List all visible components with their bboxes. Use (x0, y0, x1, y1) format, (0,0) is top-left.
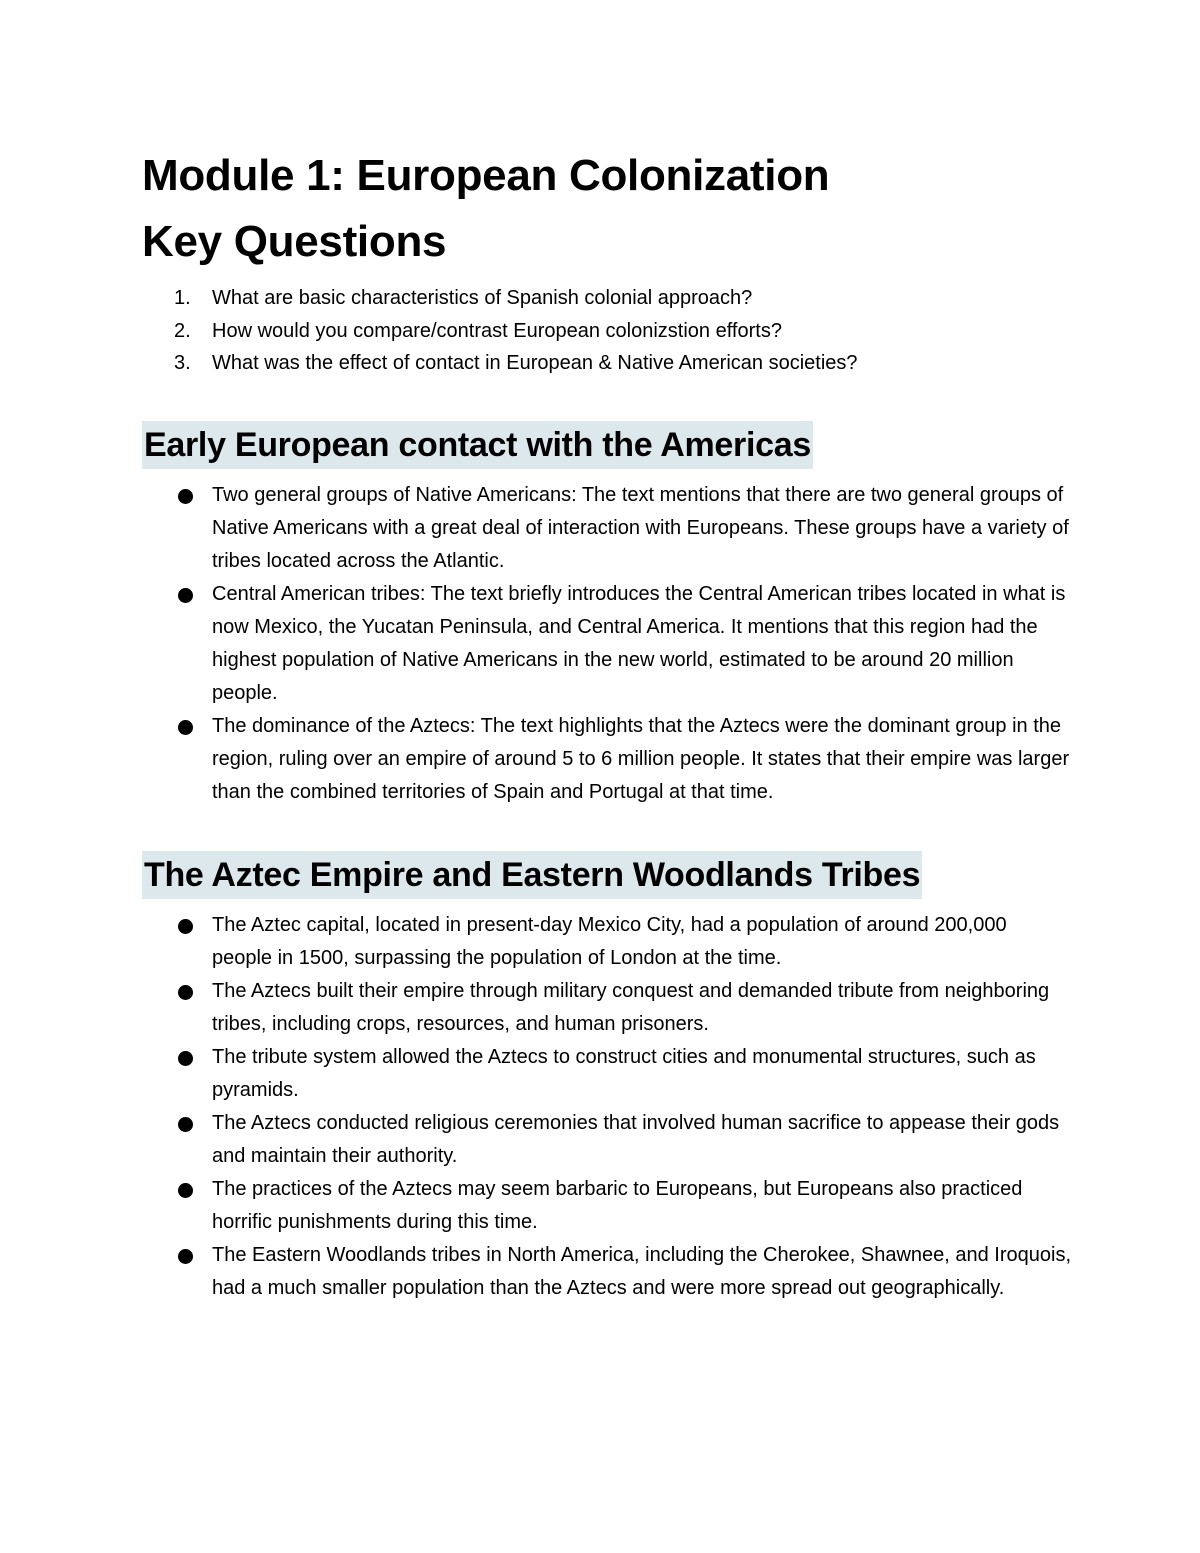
bullet-text: The Eastern Woodlands tribes in North America, including the Cherokee, Shawnee, and Iroquois, had a much smaller population than the Aztecs and were more spread out geographically. (212, 1243, 1072, 1299)
bullet-dot-icon (178, 1249, 193, 1264)
bullet-text: The tribute system allowed the Aztecs to construct cities and monumental structures, such as pyramids. (212, 1045, 1036, 1101)
bullet-dot-icon (178, 720, 193, 735)
question-text: What was the effect of contact in European & Native American societies? (212, 352, 858, 374)
bullet-dot-icon (178, 1183, 193, 1198)
list-item (142, 1173, 1072, 1239)
list-number: 2. (174, 319, 191, 342)
list-item (142, 578, 1072, 710)
bullet-dot-icon (178, 985, 193, 1000)
list-item (142, 479, 1072, 578)
list-item (142, 975, 1072, 1041)
bullet-text: The dominance of the Aztecs: The text highlights that the Aztecs were the dominant group in the region, ruling over an empire of around 5 to 6 million people. It states that their empire was larger than the combined territories of Spain and Portugal at that time. (212, 714, 1070, 803)
bullet-list (142, 909, 1072, 1305)
bullet-dot-icon (178, 588, 193, 603)
bullet-list (142, 479, 1072, 809)
question-text: What are basic characteristics of Spanish colonial approach? (212, 287, 753, 309)
list-item (142, 1107, 1072, 1173)
key-questions-list (142, 282, 1072, 380)
bullet-text: Central American tribes: The text briefly introduces the Central American tribes located in what is now Mexico, the Yucatan Peninsula, and Central America. It mentions that this region had the highest population of Native Americans in the new world, estimated to be around 20 million people. (212, 582, 1066, 704)
module-title: Module 1: European Colonization (142, 151, 830, 200)
list-number: 3. (174, 352, 191, 374)
list-item (142, 1041, 1072, 1107)
list-item (142, 282, 1072, 315)
bullet-text: Two general groups of Native Americans: The text mentions that there are two general groups of Native Americans with a great deal of interaction with Europeans. These groups have a variety of tribes located across the Atlantic. (212, 483, 1069, 572)
bullet-dot-icon (178, 1051, 193, 1066)
question-text: How would you compare/contrast European colonizstion efforts? (212, 319, 782, 342)
section-aztec-empire (142, 851, 1072, 1305)
key-questions-heading: Key Questions (142, 217, 447, 266)
bullet-dot-icon (178, 1117, 193, 1132)
list-item (142, 315, 1072, 348)
list-item (142, 909, 1072, 975)
list-number: 1. (174, 287, 191, 309)
section-heading: Early European contact with the Americas (142, 421, 813, 469)
bullet-text: The Aztecs built their empire through military conquest and demanded tribute from neighboring tribes, including crops, resources, and human prisoners. (212, 979, 1050, 1035)
bullet-dot-icon (178, 489, 193, 504)
list-item (142, 1239, 1072, 1305)
bullet-dot-icon (178, 919, 193, 934)
list-item (142, 710, 1072, 809)
bullet-text: The Aztec capital, located in present-day Mexico City, had a population of around 200,000 people in 1500, surpassing the population of London at the time. (212, 913, 1007, 969)
section-early-contact (142, 421, 1072, 809)
list-item (142, 347, 1072, 380)
document-page (142, 150, 1072, 1305)
bullet-text: The practices of the Aztecs may seem barbaric to Europeans, but Europeans also practiced horrific punishments during this time. (212, 1177, 1023, 1233)
section-heading: The Aztec Empire and Eastern Woodlands Tribes (142, 851, 922, 899)
bullet-text: The Aztecs conducted religious ceremonies that involved human sacrifice to appease their gods and maintain their authority. (212, 1111, 1060, 1167)
